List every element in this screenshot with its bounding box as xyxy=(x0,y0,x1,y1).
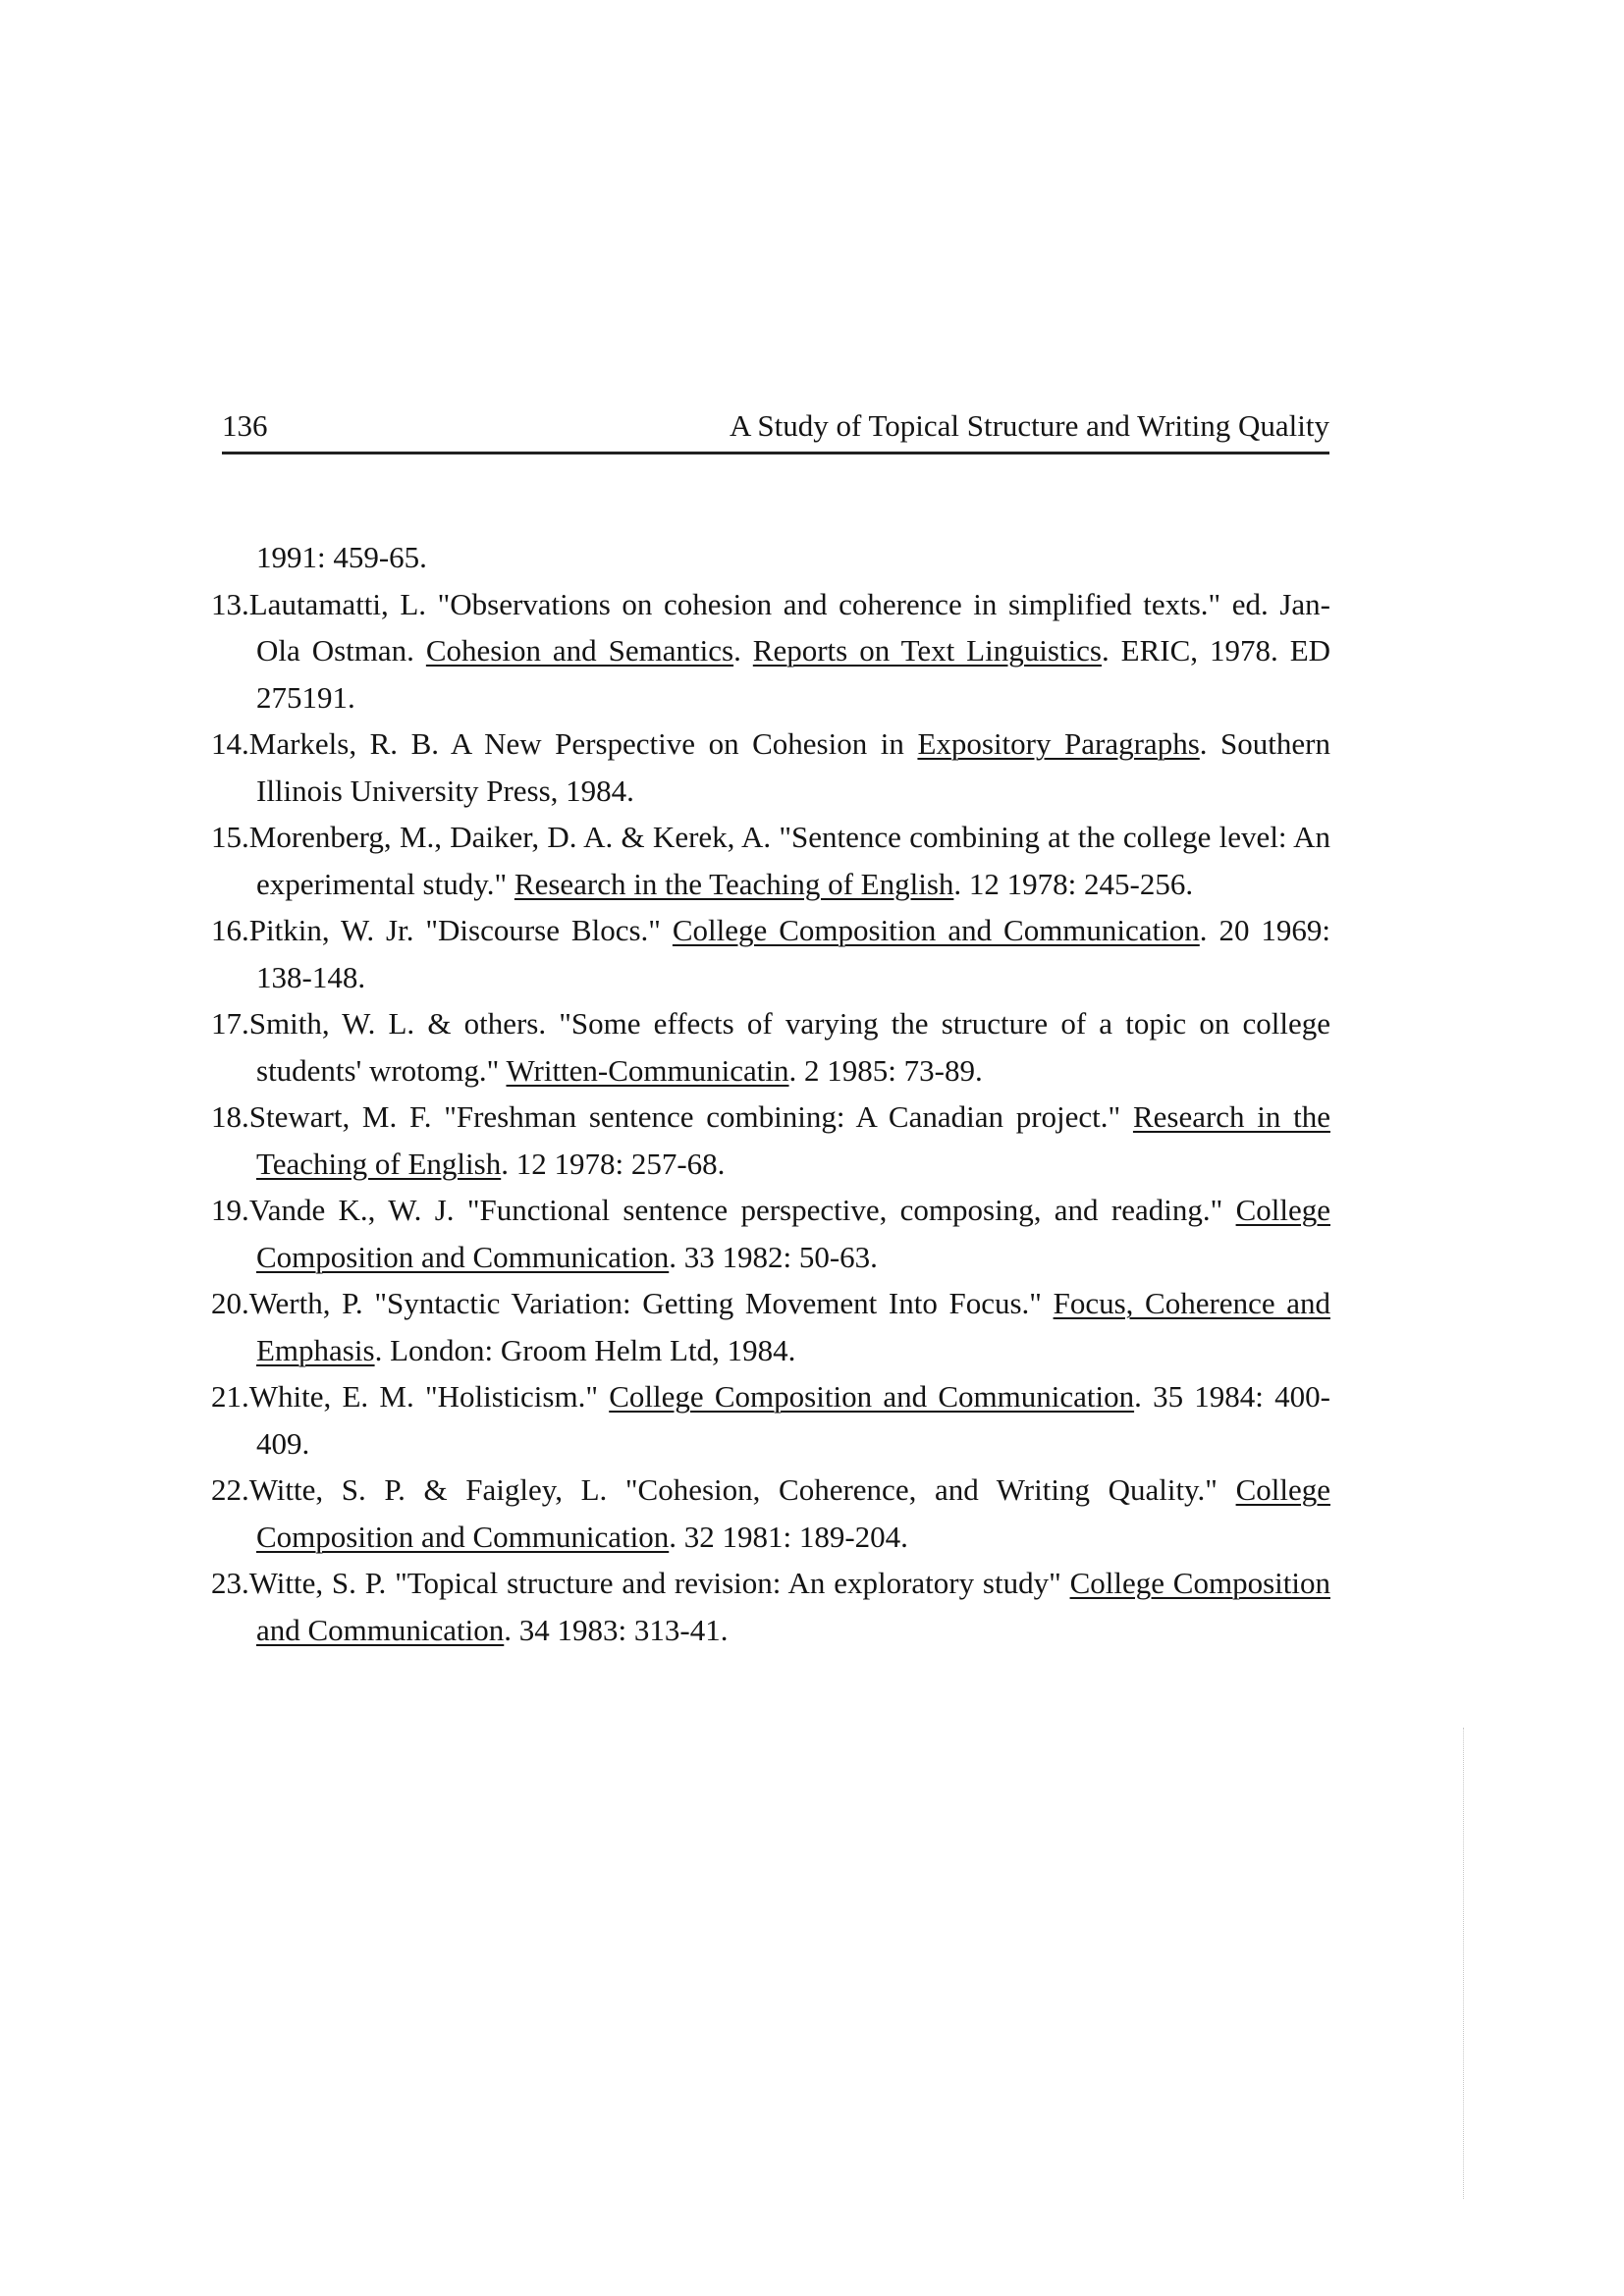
reference-title: Written-Communicatin xyxy=(506,1052,789,1088)
reference-text: Werth, P. "Syntactic Variation: Getting Movement Into Focus." xyxy=(248,1286,1054,1320)
reference-text: Vande K., W. J. "Functional sentence perspective, composing, and reading." xyxy=(248,1193,1236,1227)
reference-series-title: Reports on Text Linguistics xyxy=(752,633,1102,667)
reference-item xyxy=(211,1000,1330,1094)
reference-item xyxy=(211,1467,1330,1560)
page-number: 136 xyxy=(222,408,268,443)
reference-number: 14. xyxy=(211,726,249,761)
reference-number: 21. xyxy=(211,1379,249,1414)
reference-tail: . ERIC, 1978. ED 275191. xyxy=(256,633,1331,715)
reference-item xyxy=(211,721,1330,814)
reference-text: Witte, S. P. & Faigley, L. "Cohesion, Coherence, and Writing Quality." xyxy=(248,1472,1236,1507)
reference-separator: . xyxy=(733,633,753,667)
reference-tail: . 35 1984: 400-409. xyxy=(256,1379,1330,1461)
reference-text: Morenberg, M., Daiker, D. A. & Kerek, A. "Sentence combining at the college level: An experimental study." xyxy=(248,820,1330,901)
reference-item xyxy=(211,907,1330,1000)
reference-number: 18. xyxy=(211,1099,249,1134)
reference-title: Research in the Teaching of English xyxy=(514,866,954,901)
reference-item xyxy=(211,1373,1330,1467)
reference-title: Research in the Teaching of English xyxy=(256,1099,1330,1181)
reference-text: Markels, R. B. A New Perspective on Cohesion in xyxy=(248,726,918,761)
reference-title: College Composition and Communication xyxy=(256,1193,1330,1274)
reference-number: 17. xyxy=(211,1006,249,1041)
reference-title: College Composition and Communication xyxy=(672,913,1200,947)
reference-item xyxy=(211,1094,1330,1187)
reference-tail: . London: Groom Helm Ltd, 1984. xyxy=(374,1332,796,1367)
reference-number: 13. xyxy=(211,586,249,621)
reference-title: College Composition and Communication xyxy=(609,1379,1135,1414)
reference-number: 16. xyxy=(211,913,249,947)
reference-title: Cohesion and Semantics xyxy=(425,633,734,667)
reference-title: Focus, Coherence and Emphasis xyxy=(256,1286,1330,1367)
running-title: A Study of Topical Structure and Writing Quality xyxy=(729,408,1329,443)
reference-tail: . 12 1978: 245-256. xyxy=(953,866,1194,901)
scan-artifact xyxy=(1463,1728,1466,2199)
reference-tail: . 32 1981: 189-204. xyxy=(669,1519,908,1554)
reference-text: Pitkin, W. Jr. "Discourse Blocs." xyxy=(248,913,673,947)
reference-number: 20. xyxy=(211,1286,249,1320)
reference-number: 15. xyxy=(211,820,249,854)
reference-number: 22. xyxy=(211,1472,249,1507)
reference-item xyxy=(211,1187,1330,1280)
reference-item xyxy=(211,1560,1330,1653)
reference-tail: . 34 1983: 313-41. xyxy=(504,1612,729,1647)
reference-list xyxy=(211,534,1330,1653)
page-header xyxy=(222,406,1329,454)
reference-tail: . Southern Illinois University Press, 1984. xyxy=(256,726,1330,808)
reference-item xyxy=(211,1280,1330,1373)
reference-tail: . 20 1969: 138-148. xyxy=(256,913,1330,994)
reference-title: College Composition and Communication xyxy=(256,1472,1330,1554)
reference-item xyxy=(211,534,1330,581)
reference-title: Expository Paragraphs xyxy=(917,726,1200,761)
reference-item xyxy=(211,581,1330,721)
reference-text: Lautamatti, L. "Observations on cohesion and coherence in simplified texts." ed. Jan-Ola Ostman. xyxy=(248,586,1330,667)
reference-text: Witte, S. P. "Topical structure and revision: An exploratory study" xyxy=(248,1566,1070,1600)
reference-item xyxy=(211,814,1330,907)
reference-tail: . 33 1982: 50-63. xyxy=(669,1239,878,1274)
reference-text: Stewart, M. F. "Freshman sentence combining: A Canadian project." xyxy=(248,1099,1133,1134)
reference-number: 23. xyxy=(211,1566,249,1600)
reference-text: White, E. M. "Holisticism." xyxy=(248,1379,610,1414)
reference-tail: . 12 1978: 257-68. xyxy=(501,1146,726,1181)
reference-text: Smith, W. L. & others. "Some effects of varying the structure of a topic on college students' wrotomg." xyxy=(248,1006,1330,1088)
reference-tail: . 2 1985: 73-89. xyxy=(788,1052,983,1088)
reference-title: College Composition and Communication xyxy=(256,1566,1330,1647)
reference-number: 19. xyxy=(211,1193,249,1227)
reference-text: 1991: 459-65. xyxy=(256,540,427,574)
